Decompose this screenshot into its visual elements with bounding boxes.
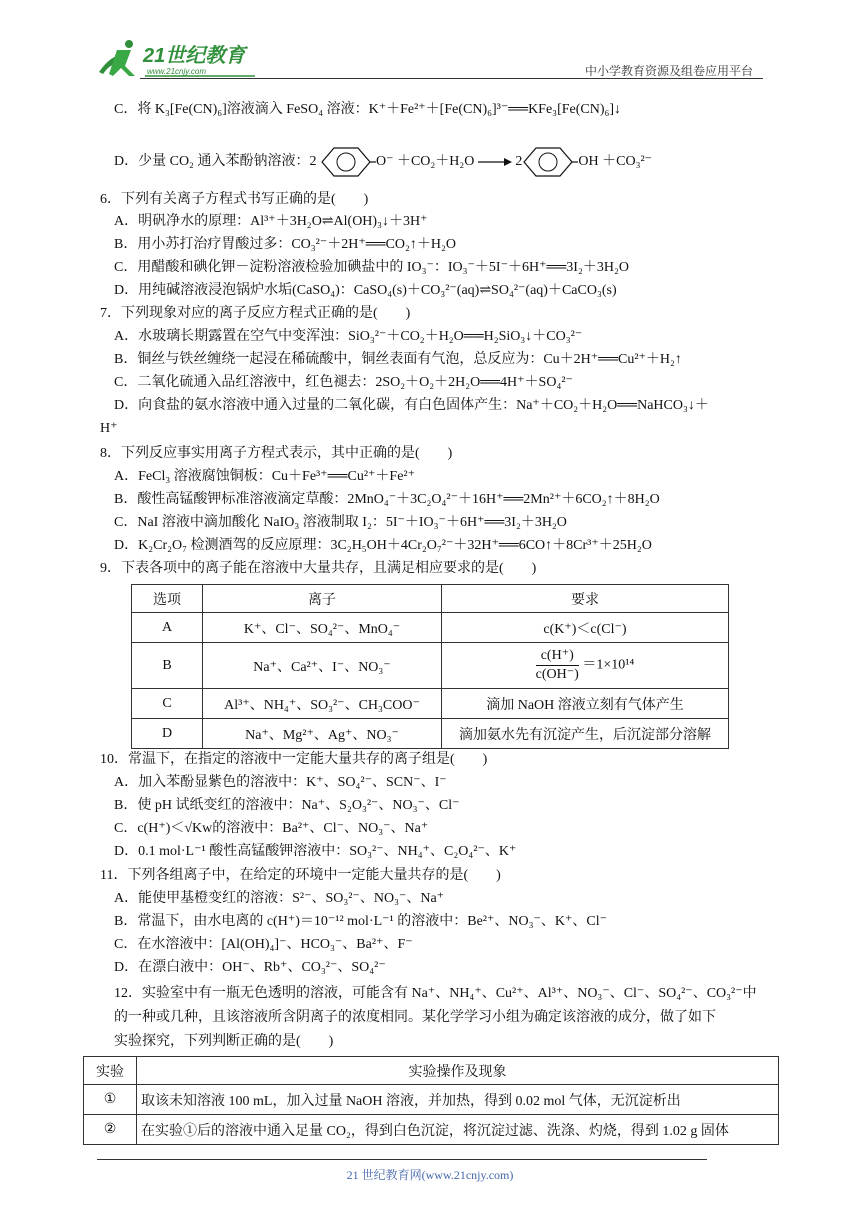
q10-stem: 10．常温下，在指定的溶液中一定能大量共存的离子组是( )	[100, 752, 488, 767]
q8-option-c: C．NaI 溶液中滴加酸化 NaIO₃ 溶液制取 I₂：5I⁻＋IO₃⁻＋6H⁺══3I₂＋3H₂O	[114, 515, 567, 530]
q11-option-d: D．在漂白液中：OH⁻、Rb⁺、CO₃²⁻、SO₄²⁻	[114, 960, 386, 975]
cell: K⁺、Cl⁻、SO₄²⁻、MnO₄⁻	[203, 613, 442, 643]
cell: Na⁺、Ca²⁺、I⁻、NO₃⁻	[203, 643, 442, 689]
header-divider	[140, 78, 763, 79]
table-row	[132, 689, 729, 719]
q12-stem-line3: 实验探究，下列判断正确的是( )	[114, 1034, 334, 1049]
q5d-text: D．少量 CO₂ 通入苯酚钠溶液：2	[114, 154, 317, 170]
cell: D	[132, 719, 203, 749]
cell: ①	[84, 1085, 137, 1115]
col-option: 选项	[132, 585, 203, 613]
cell: ②	[84, 1115, 137, 1145]
phenol-label: OH	[578, 154, 599, 170]
q8-option-b: B．酸性高锰酸钾标准溶液滴定草酸：2MnO₄⁻＋3C₂O₄²⁻＋16H⁺══2Mn²⁺＋6CO₂↑＋8H₂O	[114, 492, 660, 507]
cell: 滴加 NaOH 溶液立刻有气体产生	[442, 689, 729, 719]
col-ions: 离子	[203, 585, 442, 613]
q9-table	[131, 584, 729, 749]
q12-stem-line2: 的一种或几种，且该溶液所含阴离子的浓度相同。某化学学习小组为确定该溶液的成分，做了如下	[114, 1010, 716, 1025]
benzene-ring-icon	[320, 144, 376, 180]
cell: C	[132, 689, 203, 719]
cell: 在实验①后的溶液中通入足量 CO₂，得到白色沉淀，将沉淀过滤、洗涤、灼烧，得到 1.02 g 固体	[137, 1115, 779, 1145]
q11-option-a: A．能使甲基橙变红的溶液：S²⁻、SO₃²⁻、NO₃⁻、Na⁺	[114, 891, 445, 906]
q5-option-c: C．将 K₃[Fe(CN)₆]溶液滴入 FeSO₄ 溶液：K⁺＋Fe²⁺＋[Fe(CN)₆]³⁻══KFe₃[Fe(CN)₆]↓	[114, 102, 622, 117]
q6-option-c: C．用醋酸和碘化钾－淀粉溶液检验加碘盐中的 IO₃⁻：IO₃⁻＋5I⁻＋6H⁺══3I₂＋3H₂O	[114, 260, 629, 275]
table-row	[84, 1115, 779, 1145]
fraction-denominator: c(OH⁻)	[535, 667, 579, 682]
q10-option-b: B．使 pH 试纸变红的溶液中：Na⁺、S₂O₃²⁻、NO₃⁻、Cl⁻	[114, 798, 460, 813]
header-platform-name: 中小学教育资源及组卷应用平台	[584, 64, 753, 78]
cell: Al³⁺、NH₄⁺、SO₃²⁻、CH₃COO⁻	[203, 689, 442, 719]
ratio-value: ＝1×10¹⁴	[582, 657, 635, 673]
table-header-row	[132, 585, 729, 613]
logo-21cnjy-icon	[95, 36, 265, 80]
cell: 取该未知溶液 100 mL，加入过量 NaOH 溶液，并加热，得到 0.02 mol 气体，无沉淀析出	[137, 1085, 779, 1115]
q10-option-d: D．0.1 mol·L⁻¹ 酸性高锰酸钾溶液中：SO₃²⁻、NH₄⁺、C₂O₄²⁻、K⁺	[114, 844, 517, 859]
q7-option-a: A．水玻璃长期露置在空气中变浑浊：SiO₃²⁻＋CO₂＋H₂O══H₂SiO₃↓＋CO₃²⁻	[114, 329, 583, 344]
table-row	[132, 643, 729, 689]
q7-option-b: B．铜丝与铁丝缠绕一起浸在稀硫酸中，铜丝表面有气泡，总反应为：Cu＋2H⁺══Cu²⁺＋H₂↑	[114, 352, 682, 367]
ratio-fraction	[536, 647, 579, 684]
q9-stem: 9．下表各项中的离子能在溶液中大量共存，且满足相应要求的是( )	[100, 561, 537, 576]
col-experiment: 实验	[84, 1057, 137, 1085]
page-header	[95, 36, 763, 80]
q7-option-c: C．二氧化硫通入品红溶液中，红色褪去：2SO₂＋O₂＋2H₂O══4H⁺＋SO₄²⁻	[114, 375, 573, 390]
q8-option-a: A．FeCl₃ 溶液腐蚀铜板：Cu＋Fe³⁺══Cu²⁺＋Fe²⁺	[114, 469, 415, 484]
q6-option-d: D．用纯碱溶液浸泡锅炉水垢(CaSO₄)：CaSO₄(s)＋CO₃²⁻(aq)⇌SO₄²⁻(aq)＋CaCO₃(s)	[114, 283, 617, 298]
q8-stem: 8．下列反应事实用离子方程式表示，其中正确的是( )	[100, 446, 453, 461]
q5d-reactants: ＋CO₂＋H₂O	[396, 154, 475, 170]
q10-option-c: C．c(H⁺)＜√Kw的溶液中：Ba²⁺、Cl⁻、NO₃⁻、Na⁺	[114, 821, 429, 836]
arrow-right-icon	[478, 157, 512, 167]
q5-option-d	[114, 144, 652, 180]
q7-stem: 7．下列现象对应的离子反应方程式正确的是( )	[100, 306, 411, 321]
table-header-row	[84, 1057, 779, 1085]
q6-option-a: A．明矾净水的原理：Al³⁺＋3H₂O⇌Al(OH)₃↓＋3H⁺	[114, 214, 428, 229]
benzene-ring-icon	[522, 144, 578, 180]
q12-stem-line1: 12．实验室中有一瓶无色透明的溶液，可能含有 Na⁺、NH₄⁺、Cu²⁺、Al³⁺、NO₃⁻、Cl⁻、SO₄²⁻、CO₃²⁻中	[114, 986, 757, 1001]
cell: 滴加氨水先有沉淀产生，后沉淀部分溶解	[442, 719, 729, 749]
page-footer: 21 世纪教育网(www.21cnjy.com)	[346, 1168, 514, 1182]
q11-option-b: B．常温下，由水电离的 c(H⁺)＝10⁻¹² mol·L⁻¹ 的溶液中：Be²⁺、NO₃⁻、K⁺、Cl⁻	[114, 914, 607, 929]
q7-option-d-cont: H⁺	[100, 421, 118, 436]
cell: B	[132, 643, 203, 689]
table-row	[132, 719, 729, 749]
q5d-coef: 2	[515, 154, 523, 170]
q6-option-b: B．用小苏打治疗胃酸过多：CO₃²⁻＋2H⁺══CO₂↑＋H₂O	[114, 237, 457, 252]
q6-stem: 6．下列有关离子方程式书写正确的是( )	[100, 192, 369, 207]
cell: A	[132, 613, 203, 643]
q10-option-a: A．加入苯酚显紫色的溶液中：K⁺、SO₄²⁻、SCN⁻、I⁻	[114, 775, 447, 790]
q8-option-d: D．K₂Cr₂O₇ 检测酒驾的反应原理：3C₂H₅OH＋4Cr₂O₇²⁻＋32H⁺══6CO↑＋8Cr³⁺＋25H₂O	[114, 538, 652, 553]
q5d-product: ＋CO₃²⁻	[602, 154, 653, 170]
cell: Na⁺、Mg²⁺、Ag⁺、NO₃⁻	[203, 719, 442, 749]
cell: c(K⁺)＜c(Cl⁻)	[442, 613, 729, 643]
fraction-numerator: c(H⁺)	[536, 647, 579, 666]
footer-divider	[97, 1159, 707, 1160]
table-row	[84, 1085, 779, 1115]
phenoxide-label: O⁻	[375, 154, 394, 170]
q11-stem: 11．下列各组离子中，在给定的环境中一定能大量共存的是( )	[100, 868, 501, 883]
q12-table	[83, 1056, 779, 1145]
q11-option-c: C．在水溶液中：[Al(OH)₄]⁻、HCO₃⁻、Ba²⁺、F⁻	[114, 937, 413, 952]
svg-text:21世纪教育: 21世纪教育	[143, 45, 246, 67]
col-requirement: 要求	[442, 585, 729, 613]
table-row	[132, 613, 729, 643]
q7-option-d: D．向食盐的氨水溶液中通入过量的二氧化碳，有白色固体产生：Na⁺＋CO₂＋H₂O══NaHCO₃↓＋	[114, 398, 709, 413]
svg-text:www.21cnjy.com: www.21cnjy.com	[147, 67, 206, 76]
col-procedure: 实验操作及现象	[137, 1057, 779, 1085]
cell	[442, 643, 729, 689]
